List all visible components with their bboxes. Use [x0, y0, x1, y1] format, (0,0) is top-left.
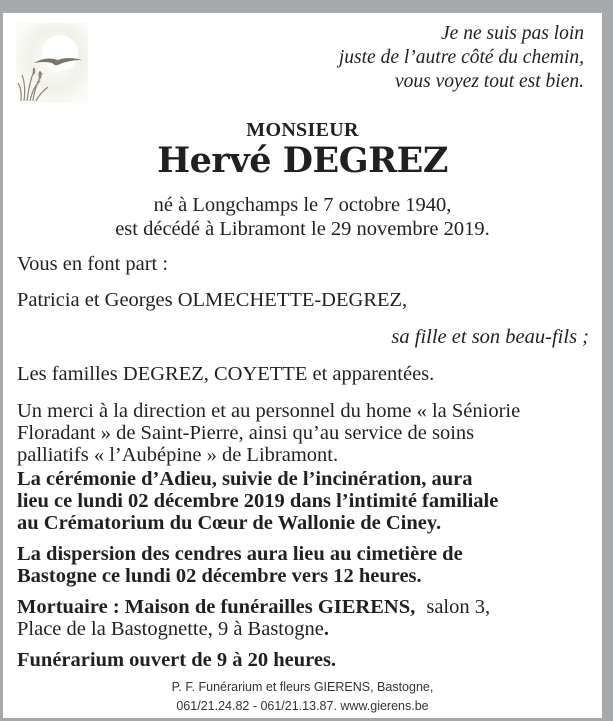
ceremony-paragraph [17, 468, 589, 534]
poem-line: Je ne suis pas loin [441, 23, 584, 44]
poem [339, 22, 584, 94]
family-names: Patricia et Georges OLMECHETTE-DEGREZ, [17, 289, 408, 311]
funerarium-hours: Funérarium ouvert de 9 à 20 heures. [17, 649, 337, 671]
poem-line: vous voyez tout est bien. [395, 71, 584, 92]
mortuary-salon: salon 3, [426, 596, 491, 618]
thanks-line: Un merci à la direction et au personnel du home « la Séniorie [17, 400, 521, 422]
dispersion-line: Bastogne ce lundi 02 décembre vers 12 heures. [17, 565, 422, 587]
ceremony-line: lieu ce lundi 02 décembre 2019 dans l’intimité familiale [17, 490, 499, 512]
death-line: est décédé à Libramont le 29 novembre 2019. [115, 218, 490, 240]
funeral-home-footer [3, 678, 602, 716]
mortuary-period: . [323, 618, 329, 640]
honorific-title: MONSIEUR [246, 119, 359, 141]
thanks-line: Floradant » de Saint-Pierre, ainsi qu’au service de soins [17, 422, 475, 444]
mortuary-address: Place de la Bastognette, 9 à Bastogne [17, 618, 324, 640]
birth-death-dates [3, 193, 602, 241]
thanks-line: palliatifs « l’Aubépine » de Libramont. [17, 444, 339, 466]
mortuary-label: Mortuaire : Maison de funérailles GIERENS, [17, 596, 416, 618]
thanks-paragraph [17, 400, 589, 466]
birth-line: né à Longchamps le 7 octobre 1940, [153, 194, 452, 216]
mortuary-paragraph [17, 596, 589, 640]
ceremony-line: La cérémonie d’Adieu, suivie de l’incinération, aura [17, 468, 473, 490]
footer-line-company: P. F. Funérarium et fleurs GIERENS, Bastogne, [171, 680, 434, 694]
extended-families: Les familles DEGREZ, COYETTE et apparentées. [17, 363, 435, 385]
dispersion-line: La dispersion des cendres aura lieu au cimetière de [17, 543, 463, 565]
deceased-name: Hervé DEGREZ [157, 140, 448, 181]
announcement-intro: Vous en font part : [17, 253, 169, 275]
dispersion-paragraph [17, 543, 589, 587]
footer-line-contact: 061/21.24.82 - 061/21.13.87. www.gierens.be [176, 699, 429, 713]
poem-line: juste de l’autre côté du chemin, [338, 47, 584, 68]
family-relation: sa fille et son beau-fils ; [391, 326, 589, 348]
ceremony-line: au Crématorium du Cœur de Wallonie de Ciney. [17, 512, 442, 534]
obituary-card [3, 13, 602, 718]
bird-and-reeds-illustration [16, 23, 88, 103]
